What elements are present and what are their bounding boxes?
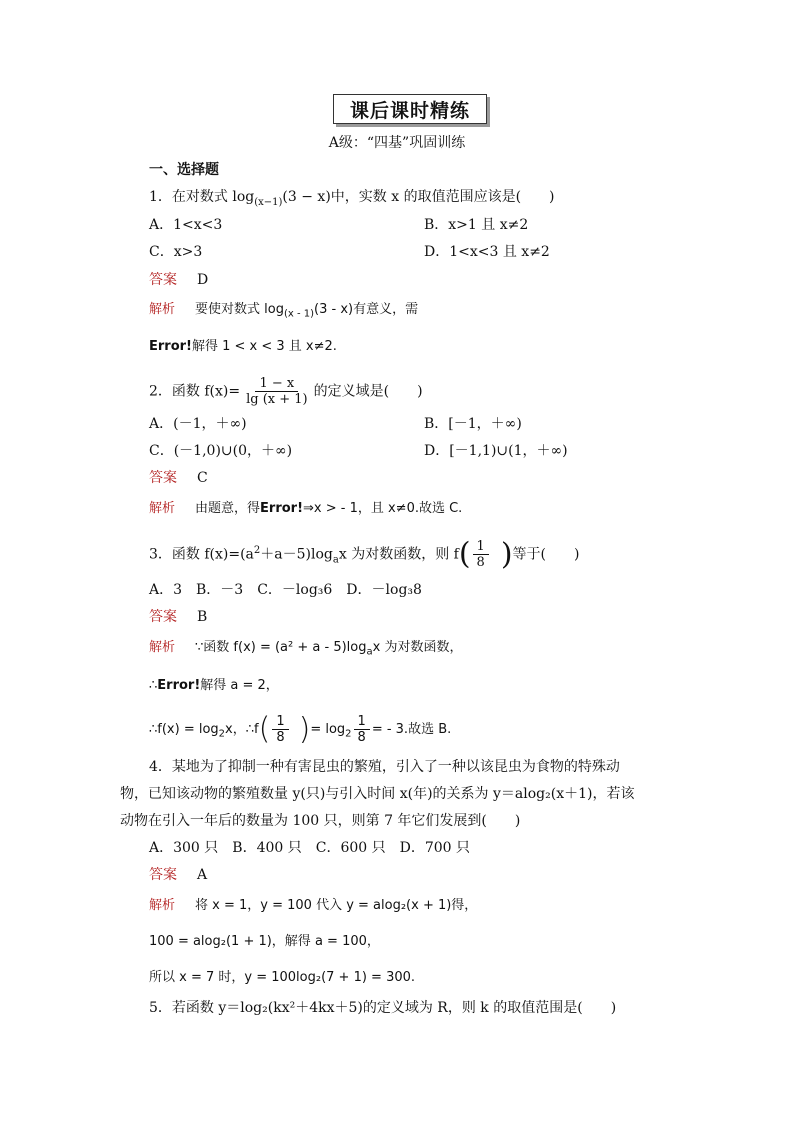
q1-option-a: A．1<x<3 — [149, 217, 223, 233]
q2-option-b: B．[－1，＋∞) — [424, 416, 522, 432]
q3-explanation-2 — [149, 676, 279, 696]
q3-explanation-1 — [149, 638, 462, 663]
q1-option-b: B．x>1 且 x≠2 — [424, 217, 529, 233]
q3-frac-num: 1 — [473, 539, 489, 555]
q3-sub: a — [332, 554, 339, 566]
q3-ex-therefore: ∴ — [149, 678, 158, 693]
q1-option-d: D．1<x<3 且 x≠2 — [424, 244, 550, 260]
error-marker: Error! — [149, 339, 192, 354]
q3-ex-frac2-den: 8 — [357, 730, 366, 745]
explanation-label: 解析 — [149, 898, 176, 913]
question-5: 5．若函数 y＝log₂(kx²＋4kx＋5)的定义域为 R，则 k 的取值范围是( ) — [149, 1000, 617, 1016]
q3-ex-fraction — [272, 714, 288, 745]
question-4-line-2: 物，已知该动物的繁殖数量 y(只)与引入时间 x(年)的关系为 y＝alog₂(x＋1)，若该 — [120, 786, 635, 802]
q3-fraction — [473, 539, 489, 570]
question-2 — [149, 376, 423, 407]
answer-value: D — [197, 272, 209, 288]
page-subtitle: A级：“四基”巩固训练 — [328, 135, 466, 151]
q3-stem-1: 3．函数 f(x)=(a — [149, 546, 254, 563]
q3-stem-2: ＋a－5)log — [260, 546, 333, 563]
question-4-line-1: 4．某地为了抑制一种有害昆虫的繁殖，引入了一种以该昆虫为食物的特殊动 — [149, 759, 620, 775]
answer-value: A — [197, 867, 208, 883]
q3-ex-5: x，∴f — [225, 722, 259, 737]
q1-ex-text: 要使对数式 log — [195, 302, 284, 317]
explanation-label: 解析 — [149, 302, 176, 317]
q2-stem-end: 的定义域是( ) — [313, 383, 423, 400]
q1-ex-text2: (3 - x)有意义，需 — [314, 302, 419, 317]
q4-ex-text: 将 x = 1，y = 100 代入 y = alog₂(x + 1)得， — [195, 898, 478, 913]
q3-ex-frac-num: 1 — [272, 714, 288, 730]
q2-explanation — [149, 499, 462, 519]
q1-explanation-2 — [149, 337, 337, 357]
q3-ex-6: = log — [310, 722, 346, 737]
q4-explanation-2: 100 = alog₂(1 + 1)，解得 a = 100， — [149, 934, 380, 949]
q2-fraction — [242, 376, 312, 407]
answer-label: 答案 — [149, 470, 177, 486]
answer-label: 答案 — [149, 867, 177, 883]
q3-stem-3: x 为对数函数，则 f — [338, 546, 459, 563]
q3-ex-frac2-num: 1 — [354, 714, 370, 730]
answer-label: 答案 — [149, 609, 177, 625]
q4-options: A．300 只 B．400 只 C．600 只 D．700 只 — [149, 840, 471, 856]
q3-ex-text: ∵函数 f(x) = (a² + a - 5)log — [195, 640, 367, 655]
q3-explanation-3: ∴f(x) = $\log_2x$，∴f( $\frac{1}{8}$ )= $\log_2$ $\frac{1}{8}$ = - 3.故选 B. — [149, 711, 452, 747]
page-title: 课后课时精练 — [333, 94, 487, 124]
question-4-line-3: 动物在引入一年后的数量为 100 只，则第 7 年它们发展到( ) — [120, 813, 521, 829]
q2-frac-den: lg (x + 1) — [246, 392, 308, 407]
q2-ex-text2: ⇒x > - 1，且 x≠0.故选 C. — [303, 501, 463, 516]
q3-stem-end: 等于( ) — [512, 546, 580, 563]
q4-explanation-1 — [149, 896, 477, 916]
q2-answer — [149, 468, 208, 488]
q3-ex-frac-den: 8 — [276, 730, 285, 745]
question-1 — [149, 187, 555, 213]
q3-ex-fraction2 — [354, 714, 370, 745]
explanation-label: 解析 — [149, 640, 176, 655]
q1-log-base: (x−1) — [254, 196, 283, 208]
q3-ex-sub: a — [366, 646, 373, 658]
error-marker: Error! — [157, 678, 201, 693]
q3-answer — [149, 607, 207, 627]
q3-ex-text3: 解得 a = 2， — [200, 678, 279, 693]
q4-explanation-3: 所以 x = 7 时，y = 100log₂(7 + 1) = 300. — [149, 970, 416, 985]
q3-ex-text2: x 为对数函数， — [372, 640, 463, 655]
q2-frac-num: 1 − x — [255, 376, 298, 392]
q3-frac-den: 8 — [476, 555, 485, 570]
error-marker: Error! — [260, 501, 304, 516]
answer-value: C — [197, 470, 208, 486]
explanation-label: 解析 — [149, 501, 176, 516]
section-heading: 一、选择题 — [149, 162, 219, 178]
q2-option-d: D．[－1,1)∪(1，＋∞) — [424, 443, 568, 459]
q2-option-c: C．(－1,0)∪(0，＋∞) — [149, 443, 293, 459]
q1-ex-text3: 解得 1 < x < 3 且 x≠2. — [191, 339, 337, 354]
q4-answer — [149, 865, 207, 885]
q2-stem-start: 2．函数 f(x)= — [149, 383, 241, 400]
q3-ex-7: = - 3.故选 B. — [371, 722, 452, 737]
q3-sup: 2 — [253, 544, 261, 556]
answer-label: 答案 — [149, 272, 177, 288]
q1-ex-sub: (x - 1) — [283, 308, 315, 320]
q1-stem-start: 1．在对数式 log — [149, 189, 255, 205]
q1-explanation-1 — [149, 300, 418, 325]
question-3: 3．函数 $f(x)=(a^2+a-5)\log_ax$ 为对数函数，则 f( $\frac{1}{8}$ )等于( ) — [149, 536, 580, 572]
q3-ex-sub3: 2 — [345, 728, 352, 740]
q2-option-a: A．(－1，＋∞) — [149, 416, 247, 432]
q1-stem-end: (3 − x)中，实数 x 的取值范围应该是( ) — [282, 189, 555, 205]
q1-option-c: C．x>3 — [149, 244, 203, 260]
q1-answer — [149, 270, 208, 290]
q2-ex-text: 由题意，得 — [195, 501, 261, 516]
q3-options: A．3 B．－3 C．－log₃6 D．－log₃8 — [149, 582, 422, 598]
q3-ex-sub2: 2 — [218, 728, 226, 740]
q3-ex-4: ∴f(x) = log — [149, 722, 219, 737]
answer-value: B — [197, 609, 208, 625]
